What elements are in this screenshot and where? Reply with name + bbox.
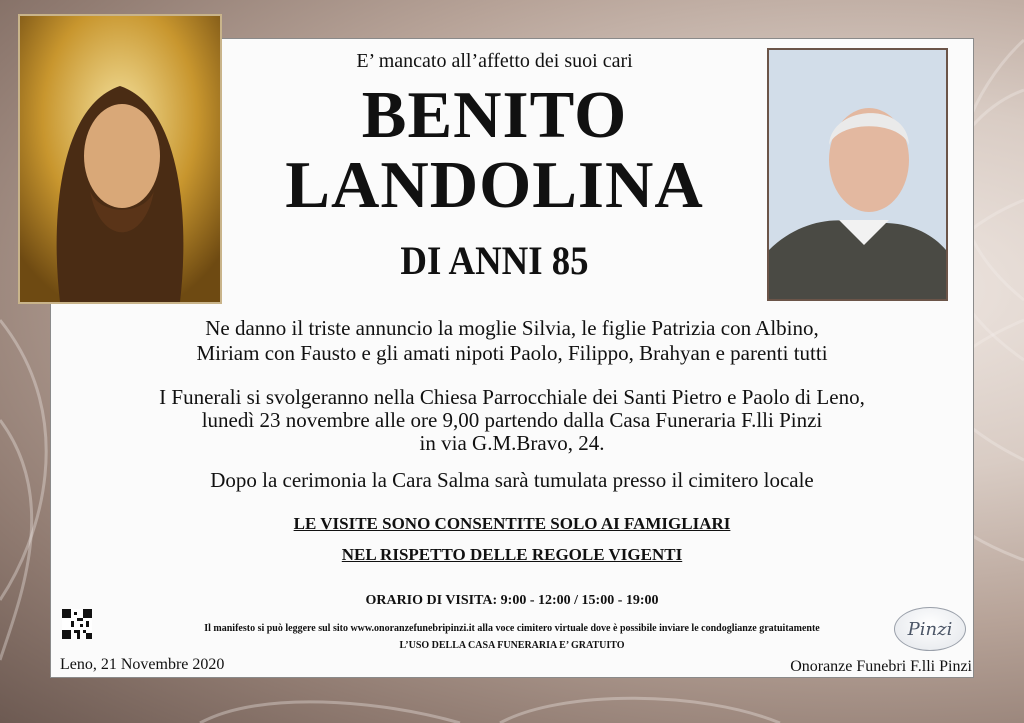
funeral-agency: Onoranze Funebri F.lli Pinzi: [790, 658, 972, 675]
first-name: BENITO: [361, 78, 628, 152]
portrait-icon: [20, 16, 220, 302]
last-name: LANDOLINA: [285, 148, 704, 222]
funeral-details: I Funerali si svolgeranno nella Chiesa Parrocchiale dei Santi Pietro e Paolo di Leno, lunedì 23 novembre alle ore 9,00 partendo dalla Casa Funeraria F.lli Pinzi in via G.M.Bravo, 24.: [159, 385, 865, 455]
visiting-hours: ORARIO DI VISITA: 9:00 - 12:00 / 15:00 - 19:00: [365, 593, 659, 608]
burial-text: Dopo la cerimonia la Cara Salma sarà tumulata presso il cimitero locale: [210, 468, 814, 492]
funeral-home-free-note: L’USO DELLA CASA FUNERARIA E’ GRATUITO: [399, 640, 625, 651]
religious-portrait: [18, 14, 222, 304]
age-line: DI ANNI 85: [400, 238, 589, 283]
deceased-photo: [767, 48, 948, 301]
announcement-text: Ne danno il triste annuncio la moglie Silvia, le figlie Patrizia con Albino, Miriam con Fausto e gli amati nipoti Paolo, Filippo, Brahyan e parenti tutti: [196, 316, 828, 365]
website-note: Il manifesto si può leggere sul sito www.onoranzefunebripinzi.it alla voce cimitero virtuale dove è possibile inviare le condoglianze gratuitamente: [204, 623, 820, 634]
person-photo-icon: [769, 50, 946, 299]
logo-text: Pinzi: [907, 618, 953, 640]
pinzi-logo-icon: [894, 607, 966, 651]
visits-notice-line2: NEL RISPETTO DELLE REGOLE VIGENTI: [341, 545, 683, 564]
qr-code-icon[interactable]: [62, 609, 92, 639]
visits-notice-line1: LE VISITE SONO CONSENTITE SOLO AI FAMIGLIARI: [293, 514, 731, 533]
notice-date: Leno, 21 Novembre 2020: [60, 656, 225, 673]
intro-line: E’ mancato all’affetto dei suoi cari: [356, 50, 633, 72]
